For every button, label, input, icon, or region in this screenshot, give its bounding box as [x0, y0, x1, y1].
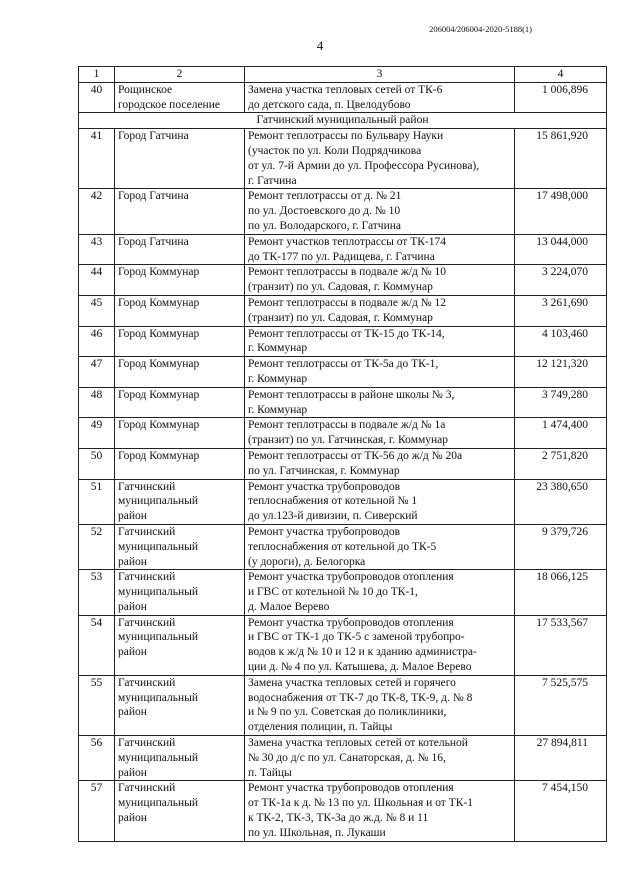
work-description-cell: Ремонт участка трубопроводов теплоснабжения от котельной № 1 до ул.123-й дивизии, п. Сиверский — [245, 479, 515, 524]
row-number-cell: 48 — [79, 387, 115, 418]
column-header: 4 — [515, 67, 607, 83]
amount-cell: 4 103,460 — [515, 326, 607, 357]
municipality-cell: Город Гатчина — [115, 129, 245, 189]
work-description-cell: Ремонт теплотрассы от д. № 21 по ул. Достоевского до д. № 10 по ул. Володарского, г. Гатчина — [245, 189, 515, 234]
work-description-cell: Замена участка тепловых сетей от ТК-6 до детского сада, п. Цвелодубово — [245, 82, 515, 113]
table-row — [79, 387, 607, 418]
municipality-cell: Город Коммунар — [115, 418, 245, 449]
table-row — [79, 82, 607, 113]
column-header: 1 — [79, 67, 115, 83]
municipality-cell: Город Гатчина — [115, 234, 245, 265]
table-row — [79, 129, 607, 189]
row-number-cell: 44 — [79, 265, 115, 296]
municipality-cell: Город Коммунар — [115, 295, 245, 326]
work-description-cell: Ремонт участка трубопроводов теплоснабжения от котельной до ТК-5 (у дороги), д. Белогорка — [245, 524, 515, 569]
amount-cell: 18 066,125 — [515, 570, 607, 615]
amount-cell: 27 894,811 — [515, 736, 607, 781]
document-id: 206004/206004-2020-5188(1) — [429, 24, 532, 34]
table-row — [79, 234, 607, 265]
amount-cell: 3 749,280 — [515, 387, 607, 418]
table-row — [79, 781, 607, 841]
work-description-cell: Ремонт теплотрассы в районе школы № 3, г. Коммунар — [245, 387, 515, 418]
work-description-cell: Ремонт участка трубопроводов отопления от ТК-1а к д. № 13 по ул. Школьная и от ТК-1 к ТК-2, ТК-3, ТК-3а до ж.д. № 8 и 11 по ул. Школьная, п. Лукаши — [245, 781, 515, 841]
column-header: 2 — [115, 67, 245, 83]
work-description-cell: Ремонт теплотрассы в подвале ж/д № 12 (транзит) по ул. Садовая, г. Коммунар — [245, 295, 515, 326]
amount-cell: 1 006,896 — [515, 82, 607, 113]
table-row — [79, 524, 607, 569]
municipality-cell: Город Коммунар — [115, 357, 245, 388]
column-number-row — [79, 67, 607, 83]
municipality-cell: Гатчинский муниципальный район — [115, 524, 245, 569]
row-number-cell: 40 — [79, 82, 115, 113]
table-row — [79, 189, 607, 234]
row-number-cell: 57 — [79, 781, 115, 841]
work-description-cell: Ремонт теплотрассы в подвале ж/д № 1а (транзит) по ул. Гатчинская, г. Коммунар — [245, 418, 515, 449]
row-number-cell: 51 — [79, 479, 115, 524]
row-number-cell: 45 — [79, 295, 115, 326]
work-description-cell: Замена участка тепловых сетей от котельной № 30 до д/с по ул. Санаторская, д. № 16, п. Тайцы — [245, 736, 515, 781]
municipality-cell: Гатчинский муниципальный район — [115, 736, 245, 781]
section-row — [79, 113, 607, 129]
amount-cell: 15 861,920 — [515, 129, 607, 189]
row-number-cell: 52 — [79, 524, 115, 569]
row-number-cell: 49 — [79, 418, 115, 449]
table-row — [79, 357, 607, 388]
municipality-cell: Гатчинский муниципальный район — [115, 615, 245, 675]
row-number-cell: 41 — [79, 129, 115, 189]
municipality-cell: Гатчинский муниципальный район — [115, 479, 245, 524]
row-number-cell: 55 — [79, 675, 115, 735]
row-number-cell: 53 — [79, 570, 115, 615]
municipality-cell: Гатчинский муниципальный район — [115, 570, 245, 615]
municipality-cell: Рощинское городское поселение — [115, 82, 245, 113]
amount-cell: 12 121,320 — [515, 357, 607, 388]
table-row — [79, 418, 607, 449]
municipality-cell: Город Коммунар — [115, 326, 245, 357]
amount-cell: 9 379,726 — [515, 524, 607, 569]
work-description-cell: Ремонт теплотрассы от ТК-5а до ТК-1, г. Коммунар — [245, 357, 515, 388]
row-number-cell: 47 — [79, 357, 115, 388]
amount-cell: 7 525,575 — [515, 675, 607, 735]
row-number-cell: 50 — [79, 448, 115, 479]
amount-cell: 13 044,000 — [515, 234, 607, 265]
table-row — [79, 675, 607, 735]
work-description-cell: Ремонт участков теплотрассы от ТК-174 до ТК-177 по ул. Радищева, г. Гатчина — [245, 234, 515, 265]
municipality-cell: Город Коммунар — [115, 265, 245, 296]
amount-cell: 3 224,070 — [515, 265, 607, 296]
municipality-cell: Город Коммунар — [115, 448, 245, 479]
work-description-cell: Ремонт участка трубопроводов отопления и ГВС от ТК-1 до ТК-5 с заменой трубопро- водов к ж/д № 10 и 12 и к зданию администра- ции д. № 4 по ул. Катышева, д. Малое Верево — [245, 615, 515, 675]
table-row — [79, 326, 607, 357]
amount-cell: 3 261,690 — [515, 295, 607, 326]
work-description-cell: Ремонт теплотрассы по Бульвару Науки (участок по ул. Коли Подрядчикова от ул. 7-й Армии до ул. Профессора Русинова), г. Гатчина — [245, 129, 515, 189]
municipality-cell: Город Коммунар — [115, 387, 245, 418]
amount-cell: 17 533,567 — [515, 615, 607, 675]
amount-cell: 1 474,400 — [515, 418, 607, 449]
amount-cell: 2 751,820 — [515, 448, 607, 479]
table-row — [79, 295, 607, 326]
amount-cell: 7 454,150 — [515, 781, 607, 841]
table-row — [79, 265, 607, 296]
table-row — [79, 448, 607, 479]
table-row — [79, 736, 607, 781]
amount-cell: 23 380,650 — [515, 479, 607, 524]
section-title: Гатчинский муниципальный район — [79, 113, 607, 129]
work-description-cell: Ремонт участка трубопроводов отопления и ГВС от котельной № 10 до ТК-1, д. Малое Верево — [245, 570, 515, 615]
table-row — [79, 615, 607, 675]
municipality-cell: Гатчинский муниципальный район — [115, 675, 245, 735]
table-row — [79, 479, 607, 524]
works-table — [78, 66, 607, 842]
municipality-cell: Гатчинский муниципальный район — [115, 781, 245, 841]
row-number-cell: 46 — [79, 326, 115, 357]
work-description-cell: Ремонт теплотрассы от ТК-15 до ТК-14, г. Коммунар — [245, 326, 515, 357]
row-number-cell: 54 — [79, 615, 115, 675]
table-row — [79, 570, 607, 615]
works-table-body — [79, 67, 607, 842]
row-number-cell: 42 — [79, 189, 115, 234]
municipality-cell: Город Гатчина — [115, 189, 245, 234]
column-header: 3 — [245, 67, 515, 83]
row-number-cell: 56 — [79, 736, 115, 781]
work-description-cell: Ремонт теплотрассы в подвале ж/д № 10 (транзит) по ул. Садовая, г. Коммунар — [245, 265, 515, 296]
page-number: 4 — [316, 38, 324, 53]
work-description-cell: Замена участка тепловых сетей и горячего водоснабжения от ТК-7 до ТК-8, ТК-9, д. № 8 и № 9 по ул. Советская до поликлиники, отделения полиции, п. Тайцы — [245, 675, 515, 735]
amount-cell: 17 498,000 — [515, 189, 607, 234]
work-description-cell: Ремонт теплотрассы от ТК-56 до ж/д № 20а по ул. Гатчинская, г. Коммунар — [245, 448, 515, 479]
row-number-cell: 43 — [79, 234, 115, 265]
